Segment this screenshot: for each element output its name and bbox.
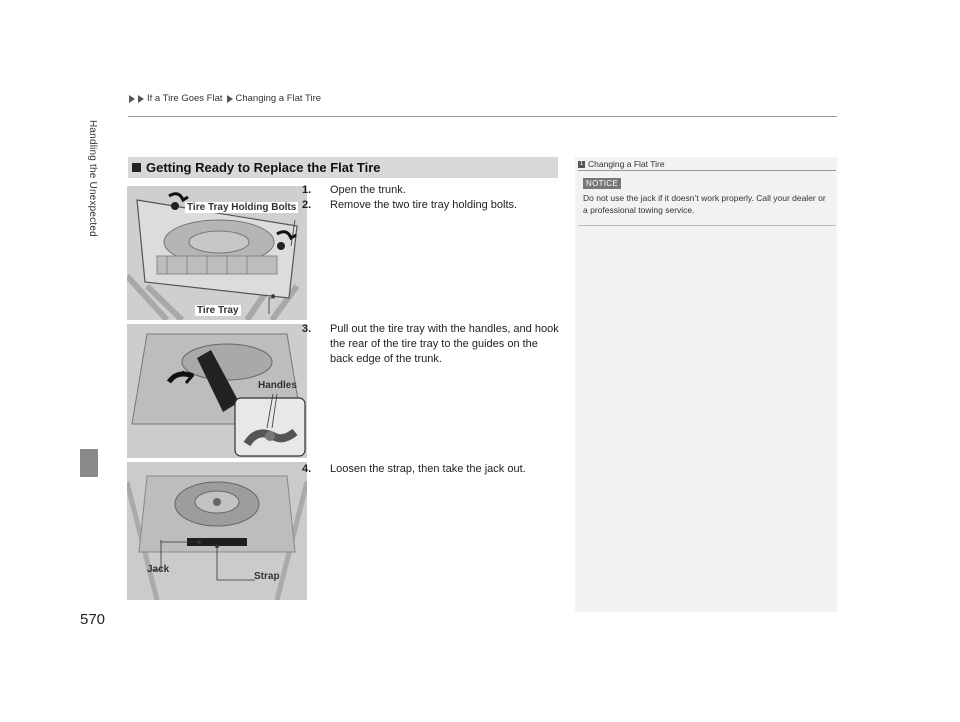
step-2 <box>302 198 561 213</box>
jack-label: Jack <box>147 564 170 575</box>
step-number: 4. <box>302 463 312 475</box>
tire-tray-bolts-label: Tire Tray Holding Bolts <box>187 202 297 213</box>
note-divider <box>578 170 836 171</box>
breadcrumb-item[interactable]: Changing a Flat Tire <box>235 93 322 104</box>
section-header <box>128 157 558 178</box>
step-4 <box>302 462 561 477</box>
handles-label: Handles <box>258 380 297 391</box>
step-text: Open the trunk. <box>330 184 406 196</box>
section-square-icon <box>132 163 141 172</box>
note-divider <box>578 225 836 226</box>
step-text: Loosen the strap, then take the jack out. <box>330 463 526 475</box>
handles-drawing <box>127 324 307 458</box>
step-3 <box>302 322 561 367</box>
handles-illustration <box>127 324 307 458</box>
tire-tray-label: Tire Tray <box>197 305 239 316</box>
step-1 <box>302 183 561 198</box>
tire-tray-illustration <box>127 186 307 320</box>
breadcrumb-item[interactable]: If a Tire Goes Flat <box>147 93 223 104</box>
step-text: Remove the two tire tray holding bolts. <box>330 199 518 211</box>
step-number: 3. <box>302 323 312 335</box>
section-title: Getting Ready to Replace the Flat Tire <box>146 160 381 175</box>
step-number: 2. <box>302 199 312 211</box>
breadcrumb <box>129 93 321 104</box>
breadcrumb-arrow-icon <box>227 95 233 103</box>
jack-drawing <box>127 462 307 600</box>
strap-label: Strap <box>254 571 280 582</box>
notice-text: Do not use the jack if it doesn’t work properly. Call your dealer or a professional towing service. <box>583 193 826 215</box>
breadcrumb-arrow-icon <box>138 95 144 103</box>
jack-illustration <box>127 462 307 600</box>
breadcrumb-arrow-icon <box>129 95 135 103</box>
step-number: 1. <box>302 184 312 196</box>
notice-badge: NOTICE <box>583 178 621 189</box>
note-title <box>578 159 665 169</box>
step-text: Pull out the tire tray with the handles, and hook the rear of the tire tray to the guides on the back edge of the trunk. <box>330 323 559 365</box>
side-tab-label: Handling the Unexpected <box>87 120 98 237</box>
side-tab-marker <box>80 449 98 477</box>
header-divider <box>128 116 837 117</box>
page-number: 570 <box>80 611 106 628</box>
note-title-text: Changing a Flat Tire <box>588 159 665 169</box>
reference-icon: 1 <box>579 160 584 167</box>
